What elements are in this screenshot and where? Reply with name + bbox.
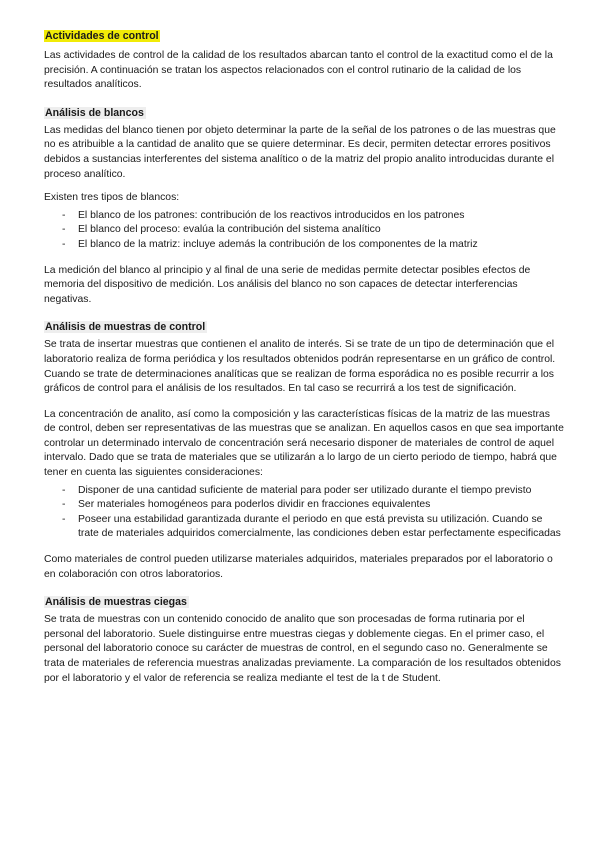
control-paragraph-1: Se trata de insertar muestras que contienen el analito de interés. Si se trate de un tipo de determinación que el laboratorio realiza de forma periódica y los resultados obtenidos podrán representarse en un gráfico de control. bbox=[44, 339, 556, 365]
blancos-paragraph-2: La medición del blanco al principio y al final de una serie de medidas permite detectar posibles efectos de memoria del dispositivo de medición. Los análisis del blanco no son capaces de detectar interferencias negativas. bbox=[44, 264, 531, 305]
list-item: - El blanco del proceso: evalúa la contribución del sistema analítico bbox=[44, 223, 564, 238]
control-paragraph-3: La concentración de analito, así como la composición y las características físicas de la matriz de las muestras de control, deben ser representativas de las muestras que se analizan. En aquellos casos en que sea importante controlar un determinado intervalo de concentración será necesario disponer de materiales de control de aquel intervalo. Dado que se trata de materiales que se utilizarán a lo largo de un cierto periodo de tiempo, habrá que tener en cuenta las siguientes consideraciones: bbox=[44, 408, 564, 479]
blancos-list-intro: Existen tres tipos de blancos: bbox=[44, 192, 180, 204]
list-item: - Poseer una estabilidad garantizada durante el periodo en que está prevista su utilización. Cuando se trate de materiales adquiridos comercialmente, las condiciones deben estar perfectamente especificadas bbox=[44, 513, 564, 542]
title-highlight: Actividades de control bbox=[45, 30, 159, 42]
ciegas-paragraph-1: Se trata de muestras con un contenido conocido de analito que son procesadas de forma rutinaria por el personal del laboratorio. Suele distinguirse entre muestras ciegas y doblemente ciegas. En el primer caso, el personal del laboratorio conoce su carácter de muestras de control, en el segundo caso no. Generalmente se trata de materiales de referencia muestras analizadas previamente. La comparación de los resultados obtenidos por el laboratorio y el valor de referencia se realiza mediante el test de la t de Student. bbox=[44, 614, 561, 684]
control-list bbox=[44, 484, 564, 542]
list-item: - El blanco de la matriz: incluye además la contribución de los componentes de la matriz bbox=[44, 238, 564, 253]
list-item: - Disponer de una cantidad suficiente de material para poder ser utilizado durante el tiempo previsto bbox=[44, 484, 564, 499]
control-paragraph-4: Como materiales de control pueden utilizarse materiales adquiridos, materiales preparados por el laboratorio o en colaboración con otros laboratorios. bbox=[44, 554, 553, 580]
section-heading-blancos: Análisis de blancos bbox=[45, 106, 144, 119]
section-heading-control: Análisis de muestras de control bbox=[45, 321, 206, 334]
document-content bbox=[44, 29, 564, 686]
list-item: - El blanco de los patrones: contribución de los reactivos introducidos en los patrones bbox=[44, 209, 564, 224]
section-heading-ciegas: Análisis de muestras ciegas bbox=[45, 596, 187, 609]
blancos-list bbox=[44, 209, 564, 253]
list-item: - Ser materiales homogéneos para poderlos dividir en fracciones equivalentes bbox=[44, 498, 564, 513]
control-paragraph-2: Cuando se trate de determinaciones analíticas que se realizan de forma esporádica no es posible recurrir a los gráficos de control para el análisis de los resultados. En tal caso se recurrirá a los test de significación. bbox=[44, 368, 555, 395]
page-title bbox=[44, 29, 564, 43]
intro-paragraph: Las actividades de control de la calidad de los resultados abarcan tanto el control de la exactitud como el de la precisión. A continuación se tratan los aspectos relacionados con el control rutinario de la calidad de los resultados analíticos. bbox=[44, 50, 553, 91]
blancos-paragraph-1: Las medidas del blanco tienen por objeto determinar la parte de la señal de los patrones o de las muestras que no es atribuible a la cantidad de analito que se quiere determinar. Es decir, permiten detectar errores positivos debidos a sustancias interferentes del sistema analítico o de la matriz del propio analito introducidas durante el proceso analítico. bbox=[44, 124, 556, 180]
